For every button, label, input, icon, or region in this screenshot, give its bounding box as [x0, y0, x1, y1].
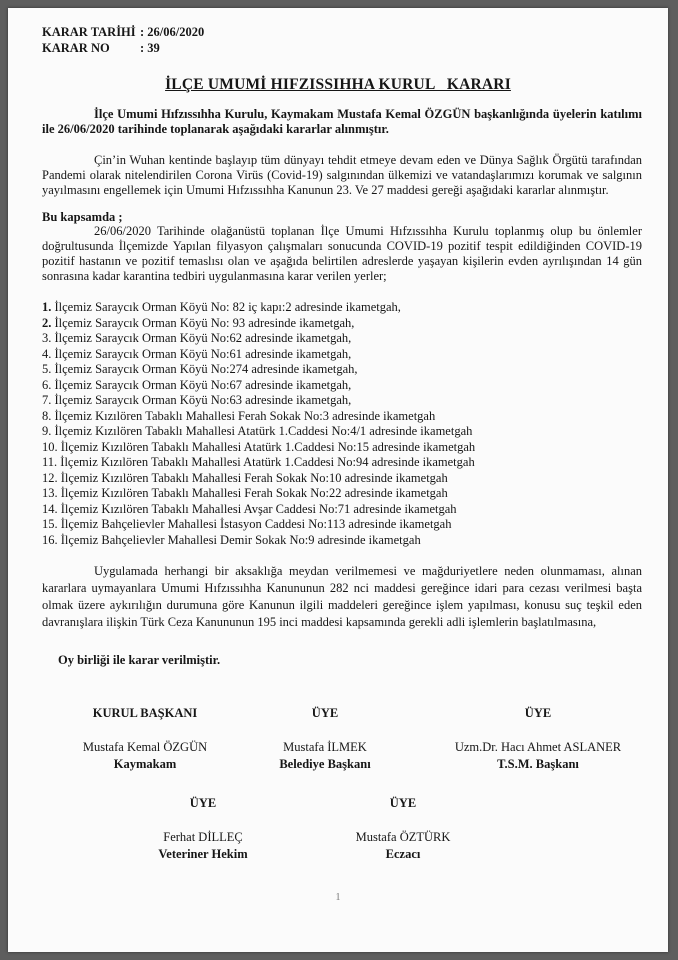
item-number: 9.: [42, 424, 52, 438]
decision-meta: [42, 24, 204, 56]
item-number: 12.: [42, 470, 58, 485]
item-text: İlçemiz Bahçelievler Mahallesi İstasyon Caddesi No:113 adresinde ikametgah: [60, 517, 452, 531]
item-text: İlçemiz Kızılören Tabaklı Mahallesi Atatürk 1.Caddesi No:94 adresinde ikametgah: [60, 455, 475, 469]
item-text: İlçemiz Kızılören Tabaklı Mahallesi Ferah Sokak No:10 adresinde ikametgah: [60, 470, 448, 485]
item-text: İlçemiz Saraycık Orman Köyü No:62 adresinde ikametgah,: [54, 331, 352, 345]
list-item: [42, 533, 475, 549]
item-text: İlçemiz Saraycık Orman Köyü No:67 adresinde ikametgah,: [54, 377, 352, 392]
list-item: [42, 362, 475, 378]
list-item: [42, 502, 475, 518]
item-text: İlçemiz Kızılören Tabaklı Mahallesi Atatürk 1.Caddesi No:4/1 adresinde ikametgah: [54, 424, 473, 438]
signature-name: Uzm.Dr. Hacı Ahmet ASLANER: [454, 740, 622, 754]
decision-date-label: KARAR TARİHİ: [42, 25, 136, 39]
signature-title: Eczacı: [385, 847, 421, 861]
decision-no-value: : 39: [140, 41, 160, 55]
signature-role: ÜYE: [311, 706, 339, 720]
signature-role: ÜYE: [524, 706, 552, 720]
list-item: [42, 316, 475, 332]
item-text: İlçemiz Kızılören Tabaklı Mahallesi Ferah Sokak No:22 adresinde ikametgah: [60, 486, 448, 500]
list-item: [42, 471, 475, 487]
item-number: 5.: [42, 362, 52, 376]
list-item: [42, 378, 475, 394]
background-paragraph: Çin’in Wuhan kentinde başlayıp tüm dünyayı tehdit etmeye devam eden ve Dünya Sağlık Örgütü tarafından Pandemi olarak nitelendirilen Corona Virüs (Covid-19) salgınından ülkemizi ve vatandaşlarımızı korumak ve salgının yayılmasını engellemek için Umumi Hıfzıssıhha Kanunun 23. Ve 27 maddesi gereği aşağıdaki kararlar alınmıştır.: [42, 153, 642, 197]
list-item: [42, 393, 475, 409]
item-text: İlçemiz Kızılören Tabaklı Mahallesi Atatürk 1.Caddesi No:15 adresinde ikametgah: [60, 439, 476, 454]
quarantine-paragraph: 26/06/2020 Tarihinde olağanüstü toplanan İlçe Umumi Hıfzıssıhha Kurulu toplanmış olup bu önlemler doğrultusunda İlçemizde Yapılan filyasyon çalışmaları sonucunda COVID-19 pozitif tespit edildiğinden COVID-19 pozitif hastanın ve pozitif temaslısı olan ve aşağıda belirtilen adreslerde yaşayan kişilerin evden ayrılışından 14 gün sonrasına kadar karantina tedbiri uygulanmasına karar verilen yerler;: [42, 224, 642, 283]
item-text: İlçemiz Kızılören Tabaklı Mahallesi Ferah Sokak No:3 adresinde ikametgah: [54, 408, 436, 423]
signature-block-chairman: [60, 705, 230, 773]
closing-statement: Oy birliği ile karar verilmiştir.: [58, 653, 221, 667]
item-text: İlçemiz Saraycık Orman Köyü No: 82 iç kapı:2 adresinde ikametgah,: [54, 300, 401, 314]
list-item: [42, 409, 475, 425]
item-number: 7.: [42, 393, 52, 407]
list-item: [42, 440, 475, 456]
signature-role: KURUL BAŞKANI: [92, 706, 198, 720]
item-text: İlçemiz Saraycık Orman Köyü No: 93 adresinde ikametgah,: [54, 315, 355, 330]
signature-name: Mustafa Kemal ÖZGÜN: [82, 740, 208, 754]
list-item: [42, 424, 475, 440]
item-number: 13.: [42, 486, 58, 500]
signature-name: Mustafa İLMEK: [283, 740, 367, 754]
item-number: 6.: [42, 377, 52, 392]
item-text: İlçemiz Kızılören Tabaklı Mahallesi Avşar Caddesi No:71 adresinde ikametgah: [60, 501, 457, 516]
signature-role: ÜYE: [189, 796, 217, 810]
item-text: İlçemiz Saraycık Orman Köyü No:63 adresinde ikametgah,: [54, 393, 352, 407]
signature-title: Veteriner Hekim: [158, 847, 248, 861]
list-item: [42, 486, 475, 502]
signature-name: Ferhat DİLLEÇ: [163, 830, 243, 844]
item-number: 3.: [42, 331, 52, 345]
item-text: İlçemiz Saraycık Orman Köyü No:61 adresinde ikametgah,: [54, 346, 352, 361]
scope-label: Bu kapsamda ;: [42, 210, 123, 224]
signature-title: Kaymakam: [113, 757, 177, 771]
list-item: [42, 331, 475, 347]
signature-title: Belediye Başkanı: [279, 757, 371, 771]
signature-role: ÜYE: [389, 796, 417, 810]
penalty-paragraph: Uygulamada herhangi bir aksaklığa meydan verilmemesi ve mağduriyetlere neden olunmaması, alınan kararlara uymayanlara Umumi Hıfzıssıhha Kanununun 282 nci maddesi gereğince idari para cezası verilmesi başta olmak üzere aykırılığın durumuna göre Kanunun ilgili maddeleri gereğince işlem yapılması, konusu suç teşkil eden davranışlara ilişkin Türk Ceza Kanununun 195 inci maddesi kapsamında gerekli adli işlemlerin başlatılmasına,: [42, 564, 642, 629]
item-number: 14.: [42, 501, 58, 516]
intro-paragraph: İlçe Umumi Hıfzıssıhha Kurulu, Kaymakam Mustafa Kemal ÖZGÜN başkanlığında üyelerin katılımı ile 26/06/2020 tarihinde toplanarak aşağıdaki kararlar alınmıştır.: [42, 107, 642, 136]
signature-block-member-4: [318, 795, 488, 863]
item-number: 4.: [42, 346, 52, 361]
decision-no-label: KARAR NO: [42, 41, 110, 55]
list-item: [42, 517, 475, 533]
signature-name: Mustafa ÖZTÜRK: [355, 830, 451, 844]
list-item: [42, 300, 475, 316]
item-number: 16.: [42, 532, 58, 547]
item-number: 10.: [42, 439, 58, 454]
list-item: [42, 347, 475, 363]
address-list: [42, 300, 475, 548]
signature-block-member-1: [240, 705, 410, 773]
list-item: [42, 455, 475, 471]
item-number: 11.: [42, 455, 58, 469]
decision-date-value: : 26/06/2020: [140, 25, 205, 39]
item-number: 15.: [42, 517, 58, 531]
signature-block-member-3: [118, 795, 288, 863]
document-page: [8, 8, 668, 952]
item-number: 8.: [42, 408, 52, 423]
signature-title: T.S.M. Başkanı: [497, 757, 579, 771]
page-number: 1: [335, 892, 341, 903]
item-number: 2.: [42, 315, 52, 330]
document-title: İLÇE UMUMİ HIFZISSIHHA KURUL KARARI: [165, 76, 511, 93]
item-text: İlçemiz Bahçelievler Mahallesi Demir Sokak No:9 adresinde ikametgah: [60, 532, 421, 547]
item-text: İlçemiz Saraycık Orman Köyü No:274 adresinde ikametgah,: [54, 362, 358, 376]
item-number: 1.: [42, 300, 52, 314]
signature-block-member-2: [428, 705, 648, 773]
